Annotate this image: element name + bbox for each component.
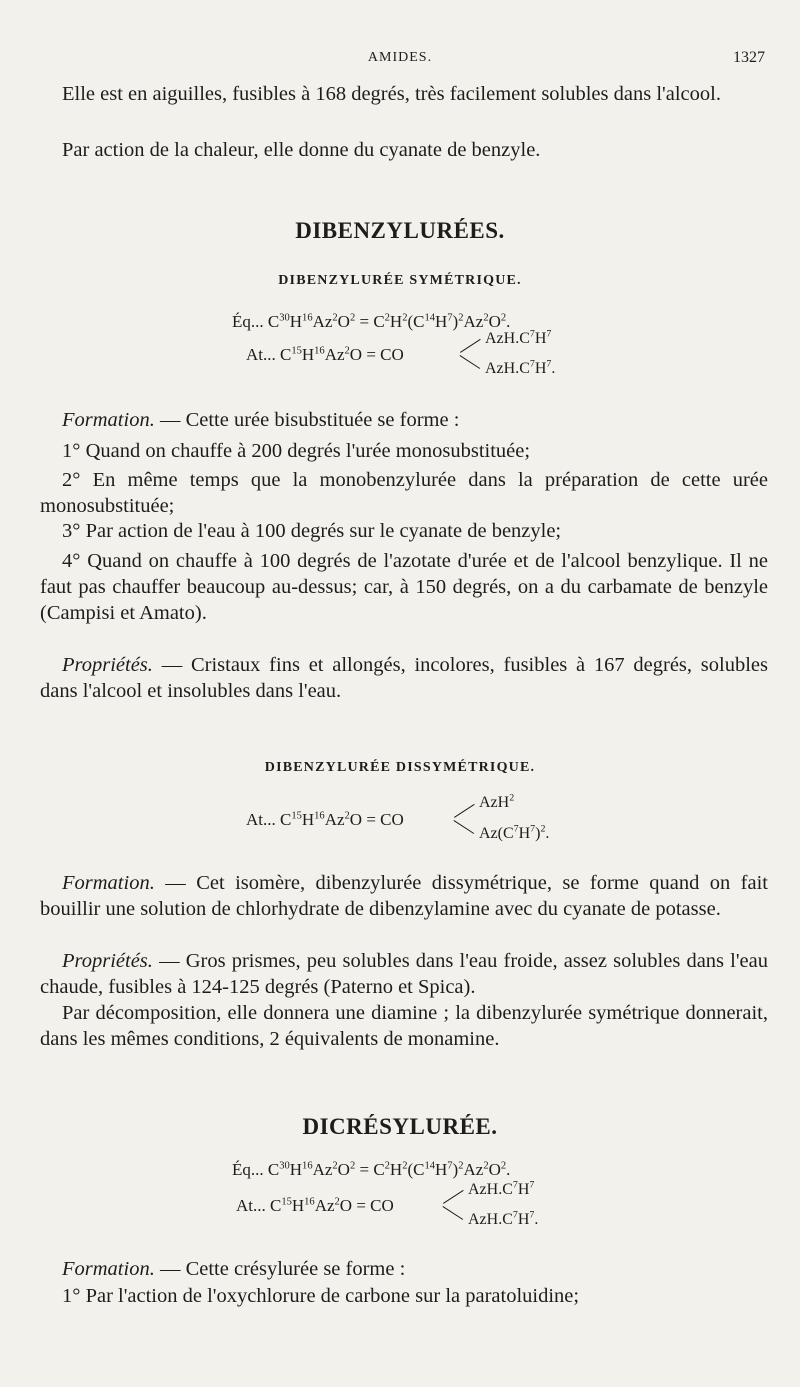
co-group: CO [370,1196,394,1215]
co-group: CO [380,810,404,829]
bond-line-up [454,804,475,818]
branch-top: AzH$^2$ [479,792,515,811]
atomic-formula-2 [246,810,404,830]
branch-bottom: $Az(C^7H^7)^2$. [479,823,550,842]
paragraph-2: Par action de la chaleur, elle donne du cyanate de benzyle. [62,139,541,161]
atomic-formula-3 [236,1196,394,1216]
formation-intro: — Cette urée bisubstituée se forme : [159,409,460,431]
branch-bottom: $AzH.C^7H^7$. [485,358,556,377]
properties-text: — Gros prismes, peu solubles dans l'eau froide, assez solubles dans l'eau chaude, fusibles à 124-125 degrés (Paterno et Spica). [40,950,768,998]
equivalent-formula-3 [232,1160,510,1180]
formation-item-1: 1° Quand on chauffe à 200 degrés l'urée monosubstituée; [62,440,531,462]
bond-line-down [453,820,474,834]
decomposition-paragraph: Par décomposition, elle donnera une diamine ; la dibenzylurée symétrique donnerait, dans les mêmes conditions, 2 équivalents de monamine. [40,1002,768,1050]
branch-top: $AzH.C^7H^7$ [485,328,552,347]
equals-sign: = [356,1196,371,1215]
properties-label: Propriétés. [62,654,153,676]
equivalent-formula-1 [232,312,510,332]
eq-label: Éq... [232,312,264,331]
equals-sign: = [366,345,381,364]
formation-text: — Cet isomère, dibenzylurée dissymétrique, se forme quand on fait bouillir une solution de chlorhydrate de dibenzylamine avec du cyanate de potasse. [40,872,769,920]
equals-sign: = [359,1160,374,1179]
eq-right-formula: $C^2H^2(C^{14}H^7)^2Az^2O^2$. [373,312,511,331]
at-label: At... [246,345,276,364]
formation-label: Formation. [62,1258,155,1280]
formation-item-2: 2° En même temps que la monobenzylurée dans la préparation de cette urée monosubstituée; [40,469,768,517]
at-label: At... [246,810,276,829]
bond-line-down [459,355,480,369]
properties-text: — Cristaux fins et allongés, incolores, fusibles à 167 degrés, solubles dans l'alcool et insolubles dans l'eau. [40,654,768,702]
eq-label: Éq... [232,1160,264,1179]
at-left-formula: $C^{15}H^{16}Az^2O$ [280,345,363,364]
at-left-formula: $C^{15}H^{16}Az^2O$ [280,810,363,829]
eq-left-formula: $C^{30}H^{16}Az^2O^2$ [267,312,356,331]
formation-intro: — Cette crésylurée se forme : [159,1258,406,1280]
equals-sign: = [366,810,381,829]
eq-right-formula: $C^2H^2(C^{14}H^7)^2Az^2O^2$. [373,1160,511,1179]
section-title-dibenzylurees: DIBENZYLURÉES. [295,218,505,243]
properties-paragraph-2 [40,948,768,1000]
page-number: 1327 [733,49,765,66]
paragraph-1: Elle est en aiguilles, fusibles à 168 degrés, très facilement solubles dans l'alcool. [62,83,721,105]
section-title-dicresyluree: DICRÉSYLURÉE. [302,1114,498,1139]
properties-paragraph-1 [40,652,768,704]
formation-item-3: 3° Par action de l'eau à 100 degrés sur le cyanate de benzyle; [62,520,562,542]
subsection-title-symetrique: DIBENZYLURÉE SYMÉTRIQUE. [278,273,522,288]
running-header-title: AMIDES. [367,50,433,65]
bond-line-up [460,339,481,353]
subsection-title-dissymetrique: DIBENZYLURÉE DISSYMÉTRIQUE. [264,760,536,775]
formation-item-4: 4° Quand on chauffe à 100 degrés de l'azotate d'urée et de l'alcool benzylique. Il ne faut pas chauffer beaucoup au-dessus; car, à 150 degrés, on a du carbamate de benzyle (Campisi et Amato). [40,550,768,624]
formation-label: Formation. [62,409,155,431]
formation-paragraph-1 [40,407,768,433]
co-group: CO [380,345,404,364]
formation-paragraph-3 [40,1256,768,1282]
formation-paragraph-2 [40,870,768,922]
formation-label: Formation. [62,872,155,894]
atomic-formula-1 [246,345,404,365]
bond-line-up [443,1190,464,1204]
bond-line-down [442,1206,463,1220]
eq-left-formula: $C^{30}H^{16}Az^2O^2$ [267,1160,356,1179]
properties-label: Propriétés. [62,950,153,972]
branch-bottom: $AzH.C^7H^7$. [468,1209,539,1228]
equals-sign: = [359,312,374,331]
formation-item-1: 1° Par l'action de l'oxychlorure de carbone sur la paratoluidine; [62,1285,580,1307]
branch-top: $AzH.C^7H^7$ [468,1179,535,1198]
at-label: At... [236,1196,266,1215]
at-left-formula: $C^{15}H^{16}Az^2O$ [270,1196,353,1215]
